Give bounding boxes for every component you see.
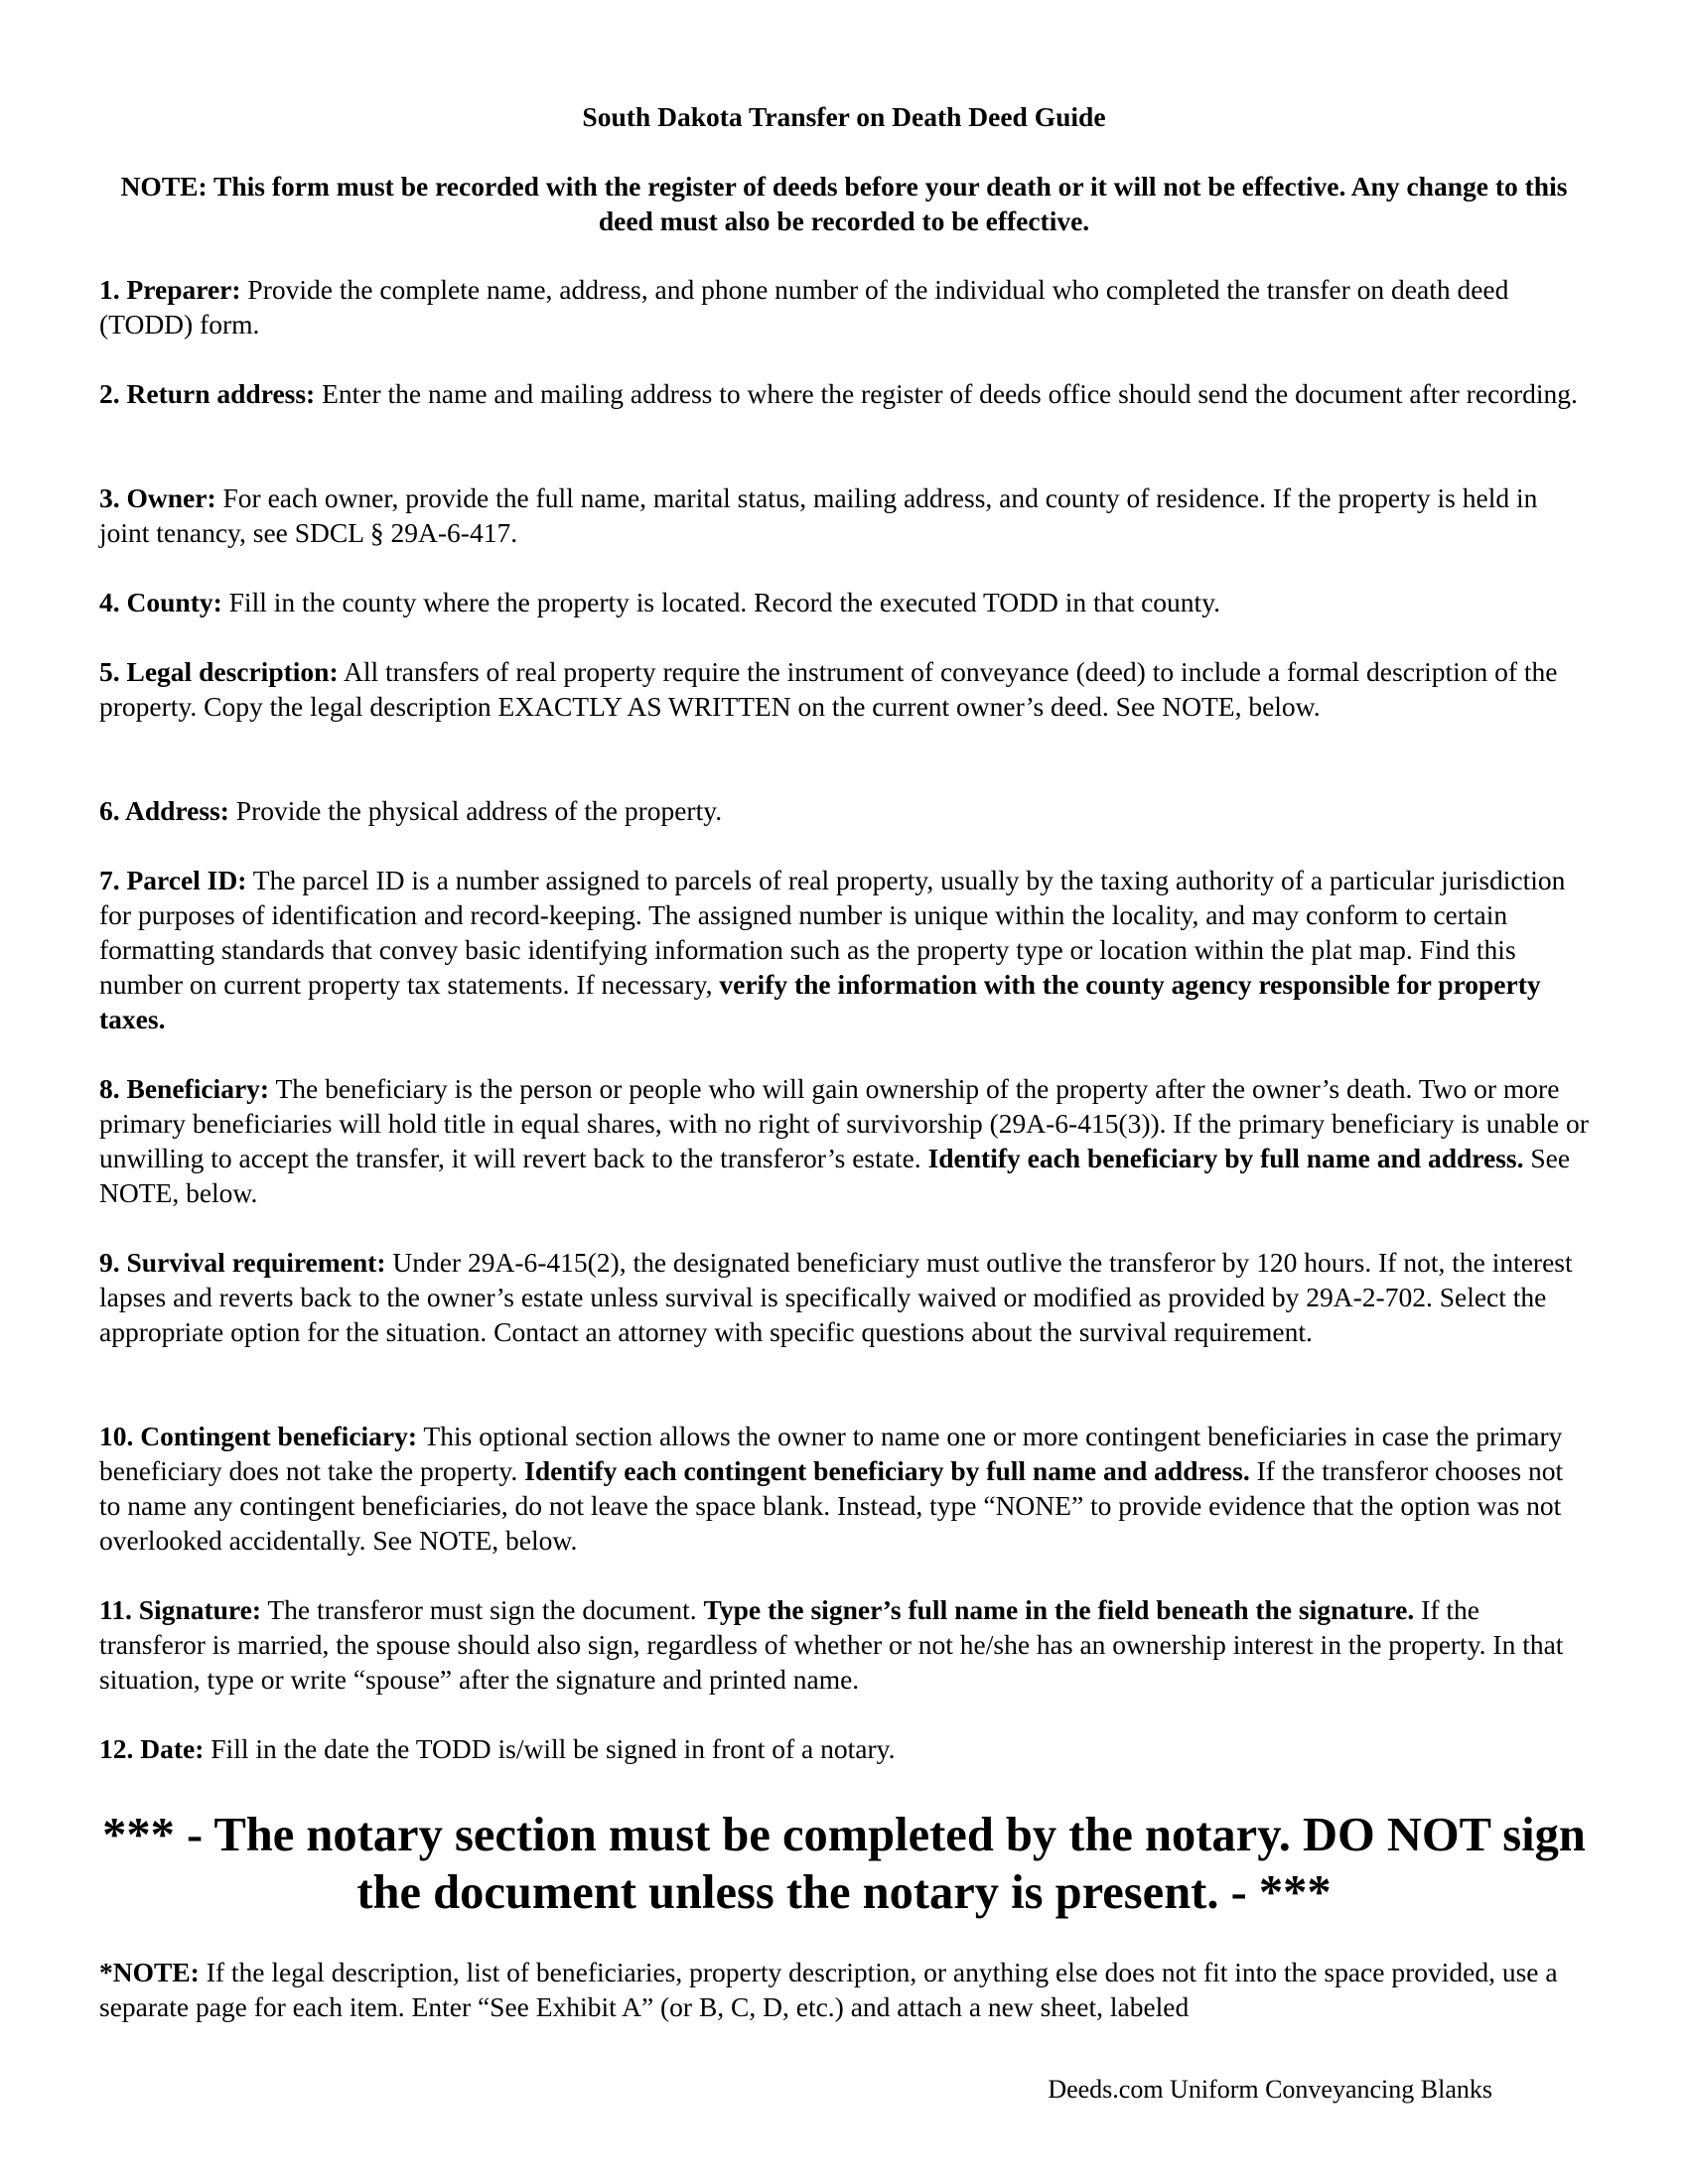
item-text: For each owner, provide the full name, marital status, mailing address, and county of residence. If the property is held in joint tenancy, see SDCL § 29A-6-417. [99, 482, 1538, 548]
item-bold-text: Identify each contingent beneficiary by full name and address. [524, 1455, 1250, 1486]
item-label: 7. Parcel ID: [99, 865, 247, 895]
item-bold-text: Type the signer’s full name in the field beneath the signature. [703, 1594, 1415, 1625]
item-label: 2. Return address: [99, 378, 316, 409]
item-beneficiary [99, 1071, 1591, 1210]
item-text: Provide the physical address of the property. [228, 795, 723, 826]
bottom-note-label: *NOTE: [99, 1957, 200, 1987]
item-parcel-id [99, 863, 1591, 1036]
item-contingent-beneficiary [99, 1419, 1591, 1558]
item-text: This optional section allows the owner to name one or more contingent beneficiaries in case the primary beneficiary does not take the property. [99, 1421, 1563, 1486]
item-date [99, 1731, 1591, 1766]
item-preparer [99, 272, 1591, 341]
item-label: 11. Signature: [99, 1594, 261, 1625]
item-label: 6. Address: [99, 795, 229, 826]
bottom-note [99, 1955, 1591, 2024]
item-text: Under 29A-6-415(2), the designated beneficiary must outlive the transferor by 120 hours. If not, the interest lapses and reverts back to the owner’s estate unless survival is specifically waived or modified as provided by 29A-2-702. Select the appropriate option for the situation. Contact an attorney with specific questions about the survival requirement. [99, 1247, 1573, 1347]
item-label: 10. Contingent beneficiary: [99, 1421, 418, 1451]
item-text: The beneficiary is the person or people who will gain ownership of the property after the owner’s death. Two or more primary beneficiaries will hold title in equal shares, with no right of survivorship (29A-6-415(3)). If the primary beneficiary is unable or unwilling to accept the transfer, it will revert back to the transferor’s estate. [99, 1073, 1589, 1173]
item-label: 3. Owner: [99, 482, 216, 513]
item-text-end: If the transferor is married, the spouse should also sign, regardless of whether or not he/she has an ownership interest in the property. In that situation, type or write “spouse” after the signature and printed name. [99, 1594, 1564, 1695]
item-bold-text: verify the information with the county agency responsible for property taxes. [99, 969, 1541, 1034]
footer-credit: Deeds.com Uniform Conveyancing Blanks [1048, 2075, 1492, 2104]
item-label: 12. Date: [99, 1733, 205, 1764]
bottom-note-text: If the legal description, list of beneficiaries, property description, or anything else does not fit into the space provided, use a separate page for each item. Enter “See Exhibit A” (or B, C, D, etc.) and attach a new sheet, labeled [99, 1957, 1558, 2022]
top-note: NOTE: This form must be recorded with the register of deeds before your death or it will not be effective. Any change to this deed must also be recorded to be effective. [120, 171, 1568, 236]
item-text: The parcel ID is a number assigned to parcels of real property, usually by the taxing authority of a particular jurisdiction for purposes of identification and record-keeping. The assigned number is unique within the locality, and may conform to certain formatting standards that convey basic identifying information such as the property type or location within the plat map. Find this number on current property tax statements. If necessary, [99, 865, 1566, 1000]
item-text-end: See NOTE, below. [99, 1143, 1571, 1208]
item-survival-requirement [99, 1245, 1591, 1349]
item-label: 5. Legal description: [99, 656, 339, 687]
item-label: 4. County: [99, 587, 222, 617]
item-return-address [99, 376, 1591, 411]
item-text: Fill in the county where the property is located. Record the executed TODD in that county. [221, 587, 1221, 617]
item-text-end: If the transferor chooses not to name any contingent beneficiaries, do not leave the space blank. Instead, type “NONE” to provide evidence that the option was not overlooked accidentally. See NOTE, below. [99, 1455, 1564, 1556]
item-county [99, 585, 1591, 619]
item-text: Enter the name and mailing address to where the register of deeds office should send the document after recording. [315, 378, 1578, 409]
item-text: Fill in the date the TODD is/will be signed in front of a notary. [204, 1733, 896, 1764]
item-address [99, 793, 1591, 828]
item-legal-description [99, 654, 1591, 724]
item-text: Provide the complete name, address, and phone number of the individual who completed the transfer on death deed (TODD) form. [99, 274, 1509, 340]
item-text: The transferor must sign the document. [261, 1594, 704, 1625]
item-label: 9. Survival requirement: [99, 1247, 386, 1278]
document-title: South Dakota Transfer on Death Deed Guide [582, 101, 1106, 132]
item-label: 8. Beneficiary: [99, 1073, 270, 1104]
item-owner [99, 480, 1591, 550]
notary-warning: *** - The notary section must be completed by the notary. DO NOT sign the document unless the notary is present. - *** [102, 1809, 1586, 1919]
item-bold-text: Identify each beneficiary by full name and address. [927, 1143, 1524, 1173]
item-signature [99, 1592, 1591, 1697]
item-text: All transfers of real property require the instrument of conveyance (deed) to include a formal description of the property. Copy the legal description EXACTLY AS WRITTEN on the current owner’s deed. See NOTE, below. [99, 656, 1558, 722]
item-label: 1. Preparer: [99, 274, 241, 305]
